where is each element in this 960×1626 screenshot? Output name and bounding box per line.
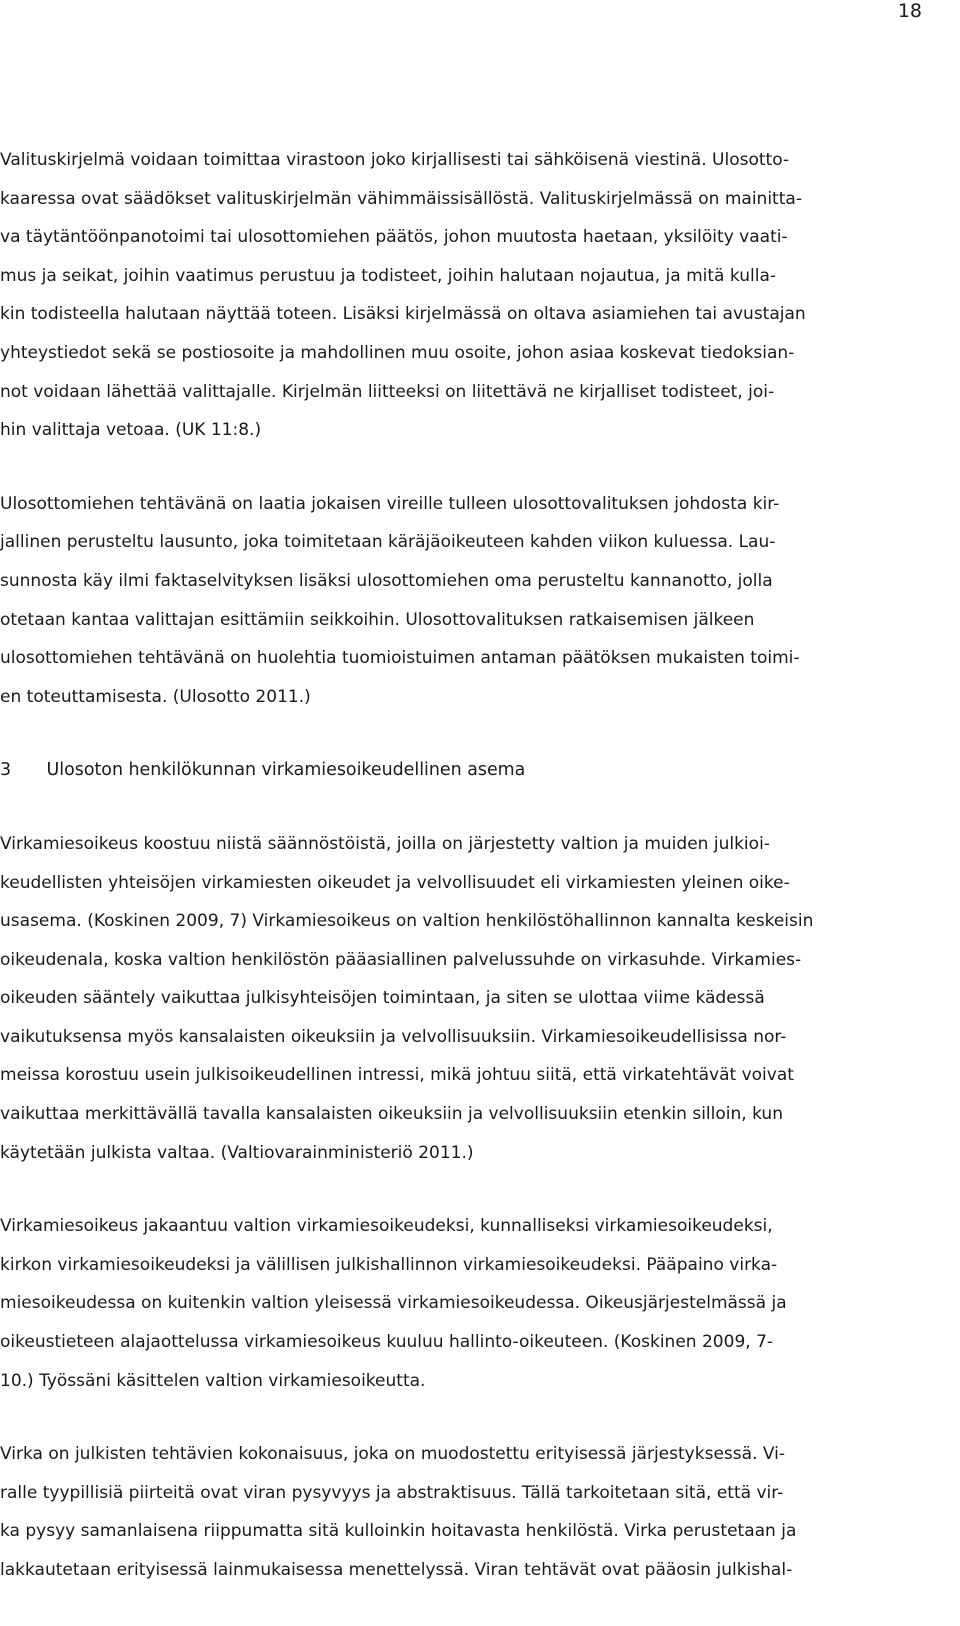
text-line: miesoikeudessa on kuitenkin valtion yleisessä virkamiesoikeudessa. Oikeusjärjestelmässä ja bbox=[0, 1293, 787, 1314]
text-line: keudellisten yhteisöjen virkamiesten oikeudet ja velvollisuudet eli virkamiesten yleinen oike- bbox=[0, 872, 790, 893]
text-line: yhteystiedot sekä se postiosoite ja mahdollinen muu osoite, johon asiaa koskevat tiedoksian- bbox=[0, 342, 795, 363]
text-line: hin valittaja vetoaa. (UK 11:8.) bbox=[0, 420, 262, 441]
text-line: vaikutuksensa myös kansalaisten oikeuksiin ja velvollisuuksiin. Virkamiesoikeudellisissa nor- bbox=[0, 1026, 787, 1047]
page-number: 18 bbox=[897, 0, 922, 22]
paragraph-appeal-document bbox=[0, 141, 960, 450]
paragraph-spacer bbox=[0, 1172, 960, 1207]
text-line: Virka on julkisten tehtävien kokonaisuus, joka on muodostettu erityisessä järjestyksessä. Vi- bbox=[0, 1444, 786, 1465]
text-line: usasema. (Koskinen 2009, 7) Virkamiesoikeus on valtion henkilöstöhallinnon kannalta keskeisin bbox=[0, 911, 814, 932]
text-line: kirkon virkamiesoikeudeksi ja välillisen julkishallinnon virkamiesoikeudeksi. Pääpaino virka- bbox=[0, 1254, 778, 1275]
text-line: oikeudenala, koska valtion henkilöstön pääasiallinen palvelussuhde on virkasuhde. Virkamies- bbox=[0, 949, 802, 970]
text-line: jallinen perusteltu lausunto, joka toimitetaan käräjäoikeuteen kahden viikon kuluessa. Lau- bbox=[0, 532, 776, 553]
paragraph-civil-service-law bbox=[0, 825, 960, 1172]
text-line: ulosottomiehen tehtävänä on huolehtia tuomioistuimen antaman päätöksen mukaisten toimi- bbox=[0, 648, 800, 669]
text-line: vaikuttaa merkittävällä tavalla kansalaisten oikeuksiin ja velvollisuuksiin etenkin silloin, kun bbox=[0, 1104, 783, 1125]
section-heading bbox=[0, 751, 950, 790]
paragraph-office-definition bbox=[0, 1435, 960, 1589]
text-line: Ulosottomiehen tehtävänä on laatia jokaisen vireille tulleen ulosottovalituksen johdosta kir- bbox=[0, 493, 780, 514]
text-line: oikeustieteen alajaottelussa virkamiesoikeus kuuluu hallinto-oikeuteen. (Koskinen 2009, 7- bbox=[0, 1332, 774, 1353]
text-line: sunnosta käy ilmi faktaselvityksen lisäksi ulosottomiehen oma perusteltu kannanotto, jolla bbox=[0, 570, 773, 591]
text-line: ralle tyypillisiä piirteitä ovat viran pysyvyys ja abstraktisuus. Tällä tarkoitetaan sitä, että vir- bbox=[0, 1482, 784, 1503]
paragraph-civil-service-divisions bbox=[0, 1207, 960, 1400]
paragraph-spacer bbox=[0, 1400, 960, 1435]
paragraph-spacer bbox=[0, 790, 960, 825]
text-line: kin todisteella halutaan näyttää toteen. Lisäksi kirjelmässä on oltava asiamiehen tai avustajan bbox=[0, 304, 806, 325]
text-line: Virkamiesoikeus koostuu niistä säännöstöistä, joilla on järjestetty valtion ja muiden julkioi- bbox=[0, 833, 770, 854]
text-line: Valituskirjelmä voidaan toimittaa virastoon joko kirjallisesti tai sähköisenä viestinä. Ulosotto- bbox=[0, 150, 790, 170]
text-line: Virkamiesoikeus jakaantuu valtion virkamiesoikeudeksi, kunnalliseksi virkamiesoikeudeksi, bbox=[0, 1216, 773, 1237]
document-body bbox=[0, 141, 960, 1590]
text-line: meissa korostuu usein julkisoikeudellinen intressi, mikä johtuu siitä, että virkatehtävät voivat bbox=[0, 1065, 794, 1086]
text-line: oikeuden sääntely vaikuttaa julkisyhteisöjen toimintaan, ja siten se ulottaa viime kädessä bbox=[0, 988, 765, 1009]
paragraph-spacer bbox=[0, 716, 960, 751]
section-title: Ulosoton henkilökunnan virkamiesoikeudellinen asema bbox=[46, 760, 526, 781]
paragraph-enforcement-statement bbox=[0, 485, 960, 717]
text-line: otetaan kantaa valittajan esittämiin seikkoihin. Ulosottovalituksen ratkaisemisen jälkeen bbox=[0, 609, 755, 630]
text-line: lakkautetaan erityisessä lainmukaisessa menettelyssä. Viran tehtävät ovat pääosin julkishal- bbox=[0, 1560, 793, 1580]
text-line: 10.) Työssäni käsittelen valtion virkamiesoikeutta. bbox=[0, 1370, 426, 1391]
text-line: ka pysyy samanlaisena riippumatta sitä kulloinkin hoitavasta henkilöstä. Virka perustetaan ja bbox=[0, 1521, 797, 1542]
paragraph-spacer bbox=[0, 450, 960, 485]
section-number: 3 bbox=[0, 760, 12, 781]
text-line: mus ja seikat, joihin vaatimus perustuu ja todisteet, joihin halutaan nojautua, ja mitä kulla- bbox=[0, 265, 777, 286]
text-line: not voidaan lähettää valittajalle. Kirjelmän liitteeksi on liitettävä ne kirjalliset todisteet, joi- bbox=[0, 381, 775, 402]
text-line: en toteuttamisesta. (Ulosotto 2011.) bbox=[0, 686, 311, 707]
text-line: käytetään julkista valtaa. (Valtiovarainministeriö 2011.) bbox=[0, 1142, 474, 1163]
text-line: va täytäntöönpanotoimi tai ulosottomiehen päätös, johon muutosta haetaan, yksilöity vaati- bbox=[0, 227, 788, 248]
text-line: kaaressa ovat säädökset valituskirjelmän vähimmäissisällöstä. Valituskirjelmässä on mainitta- bbox=[0, 188, 802, 209]
